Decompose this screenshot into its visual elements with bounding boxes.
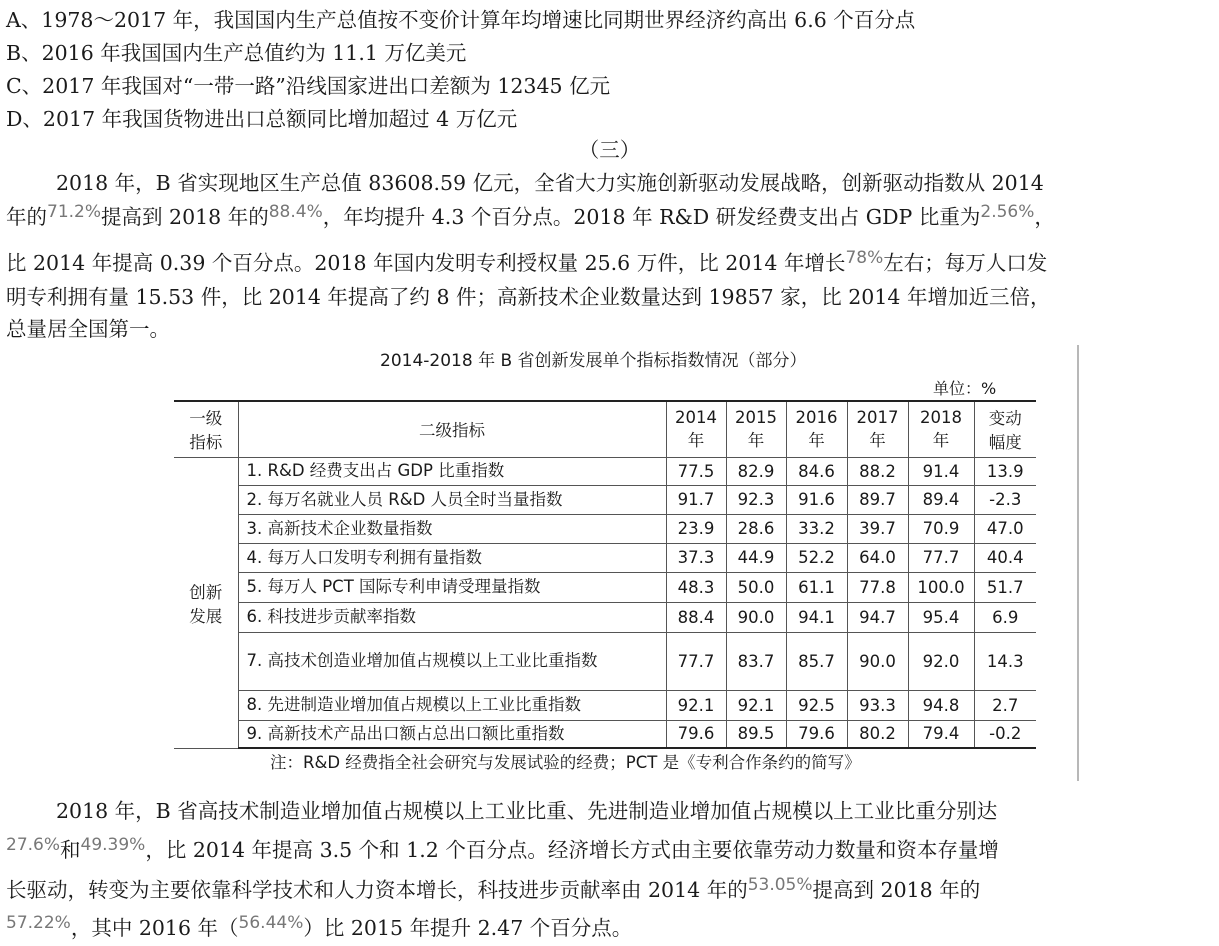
table-title: 2014-2018 年 B 省创新发展单个指标指数情况（部分） — [380, 351, 807, 371]
index-value: 50.0 — [726, 572, 786, 602]
header-2018: 2018 年 — [908, 401, 974, 457]
index-value: 61.1 — [786, 572, 847, 602]
header-2014: 2014 年 — [666, 401, 726, 457]
para1-line5: 总量居全国第一。 — [6, 317, 170, 341]
index-value: 82.9 — [726, 457, 786, 485]
index-value: 77.7 — [908, 543, 974, 572]
index-value: 90.0 — [847, 632, 908, 690]
para2-line1: 2018 年，B 省高技术制造业增加值占规模以上工业比重、先进制造业增加值占规模以上工业比重分别达 — [56, 799, 998, 823]
table-row — [174, 572, 1036, 602]
index-value: 92.1 — [726, 690, 786, 720]
percent-value: 78% — [845, 248, 884, 268]
index-value: 64.0 — [847, 543, 908, 572]
para2-line4: $^{57.22\%}$，其中 2016 年（$^{56.44\%}$）比 2015 年提升 2.47 个百分点。 — [6, 913, 633, 940]
change-value: -0.2 — [974, 720, 1036, 748]
table-row — [174, 720, 1036, 748]
percent-value: 2.56% — [980, 202, 1035, 222]
indicator-name: 9. 高新技术产品出口额占总出口额比重指数 — [238, 720, 666, 748]
index-value: 79.6 — [786, 720, 847, 748]
index-value: 93.3 — [847, 690, 908, 720]
index-value: 90.0 — [726, 602, 786, 632]
percent-value: 49.39% — [80, 835, 146, 855]
index-value: 94.8 — [908, 690, 974, 720]
index-value: 77.8 — [847, 572, 908, 602]
percent-value: 88.4% — [268, 202, 323, 222]
index-value: 77.5 — [666, 457, 726, 485]
indicator-name: 1. R&D 经费支出占 GDP 比重指数 — [238, 457, 666, 485]
indicator-name: 3. 高新技术企业数量指数 — [238, 514, 666, 543]
index-value: 88.4 — [666, 602, 726, 632]
index-value: 83.7 — [726, 632, 786, 690]
index-value: 88.2 — [847, 457, 908, 485]
option-a: A、1978～2017 年，我国国内生产总值按不变价计算年均增速比同期世界经济约高出 6.6 个百分点 — [6, 8, 916, 32]
indicator-name: 5. 每万人 PCT 国际专利申请受理量指数 — [238, 572, 666, 602]
table-row — [174, 514, 1036, 543]
para1-line3: 比 2014 年提高 0.39 个百分点。2018 年国内发明专利授权量 25.6 万件，比 2014 年增长$^{78\%}$左右；每万人口发 — [6, 248, 1048, 275]
group-cell: 创新 发展 — [174, 457, 238, 748]
change-value: 13.9 — [974, 457, 1036, 485]
percent-value: 53.05% — [747, 875, 813, 895]
index-value: 92.1 — [666, 690, 726, 720]
change-value: 40.4 — [974, 543, 1036, 572]
para1-line1: 2018 年，B 省实现地区生产总值 83608.59 亿元，全省大力实施创新驱动发展战略，创新驱动指数从 2014 — [56, 171, 1044, 195]
index-value: 33.2 — [786, 514, 847, 543]
indicator-name: 4. 每万人口发明专利拥有量指数 — [238, 543, 666, 572]
index-value: 95.4 — [908, 602, 974, 632]
index-value: 94.7 — [847, 602, 908, 632]
option-b: B、2016 年我国国内生产总值约为 11.1 万亿美元 — [6, 41, 467, 65]
header-change: 变动 幅度 — [974, 401, 1036, 457]
para1-line2: 年的$^{71.2\%}$提高到 2018 年的$^{88.4\%}$，年均提升 4.3 个百分点。2018 年 R&D 研发经费支出占 GDP 比重为$^{2.56\%}$， — [6, 202, 1055, 229]
table-row — [174, 457, 1036, 485]
table-row — [174, 632, 1036, 690]
table-header-row — [174, 401, 1036, 457]
index-value: 79.6 — [666, 720, 726, 748]
option-d: D、2017 年我国货物进出口总额同比增加超过 4 万亿元 — [6, 107, 518, 131]
change-value: 14.3 — [974, 632, 1036, 690]
index-value: 77.7 — [666, 632, 726, 690]
table-row — [174, 543, 1036, 572]
index-value: 91.7 — [666, 485, 726, 514]
index-value: 52.2 — [786, 543, 847, 572]
percent-value: 57.22% — [6, 913, 71, 933]
change-value: 2.7 — [974, 690, 1036, 720]
indicator-name: 8. 先进制造业增加值占规模以上工业比重指数 — [238, 690, 666, 720]
index-value: 85.7 — [786, 632, 847, 690]
option-c: C、2017 年我国对“一带一路”沿线国家进出口差额为 12345 亿元 — [6, 74, 611, 98]
index-value: 91.6 — [786, 485, 847, 514]
para1-line4: 明专利拥有量 15.53 件，比 2014 年提高了约 8 件；高新技术企业数量达到 19857 家，比 2014 年增加近三倍， — [6, 285, 1051, 309]
index-value: 48.3 — [666, 572, 726, 602]
index-value: 84.6 — [786, 457, 847, 485]
index-value: 37.3 — [666, 543, 726, 572]
header-level2: 二级指标 — [238, 401, 666, 457]
header-2015: 2015 年 — [726, 401, 786, 457]
index-value: 92.0 — [908, 632, 974, 690]
change-value: 47.0 — [974, 514, 1036, 543]
index-value: 39.7 — [847, 514, 908, 543]
index-value: 79.4 — [908, 720, 974, 748]
index-value: 91.4 — [908, 457, 974, 485]
para2-line3: 长驱动，转变为主要依靠科学技术和人力资本增长，科技进步贡献率由 2014 年的$^{53.05\%}$提高到 2018 年的 — [6, 875, 981, 902]
index-value: 100.0 — [908, 572, 974, 602]
section-mark: （三） — [578, 138, 641, 162]
index-value: 28.6 — [726, 514, 786, 543]
indicator-name: 2. 每万名就业人员 R&D 人员全时当量指数 — [238, 485, 666, 514]
table-note: 注：R&D 经费指全社会研究与发展试验的经费；PCT 是《专利合作条约的简写》 — [270, 753, 861, 772]
percent-value: 71.2% — [47, 202, 102, 222]
index-value: 92.5 — [786, 690, 847, 720]
table-row — [174, 690, 1036, 720]
header-level1: 一级 指标 — [174, 401, 238, 457]
index-value: 89.5 — [726, 720, 786, 748]
para2-line2: $^{27.6\%}$和$^{49.39\%}$，比 2014 年提高 3.5 个和 1.2 个百分点。经济增长方式由主要依靠劳动力数量和资本存量增 — [6, 835, 999, 862]
index-value: 70.9 — [908, 514, 974, 543]
margin-rule — [1077, 345, 1079, 781]
index-value: 89.7 — [847, 485, 908, 514]
table-row — [174, 602, 1036, 632]
index-table — [174, 400, 1036, 749]
index-value: 44.9 — [726, 543, 786, 572]
percent-value: 27.6% — [6, 835, 61, 855]
change-value: -2.3 — [974, 485, 1036, 514]
index-value: 94.1 — [786, 602, 847, 632]
header-2016: 2016 年 — [786, 401, 847, 457]
index-value: 23.9 — [666, 514, 726, 543]
table-row — [174, 485, 1036, 514]
table-unit: 单位：% — [933, 379, 997, 398]
change-value: 6.9 — [974, 602, 1036, 632]
indicator-name: 6. 科技进步贡献率指数 — [238, 602, 666, 632]
indicator-name: 7. 高技术创造业增加值占规模以上工业比重指数 — [238, 632, 666, 690]
index-value: 89.4 — [908, 485, 974, 514]
change-value: 51.7 — [974, 572, 1036, 602]
header-2017: 2017 年 — [847, 401, 908, 457]
index-value: 92.3 — [726, 485, 786, 514]
index-value: 80.2 — [847, 720, 908, 748]
percent-value: 56.44% — [238, 913, 304, 933]
